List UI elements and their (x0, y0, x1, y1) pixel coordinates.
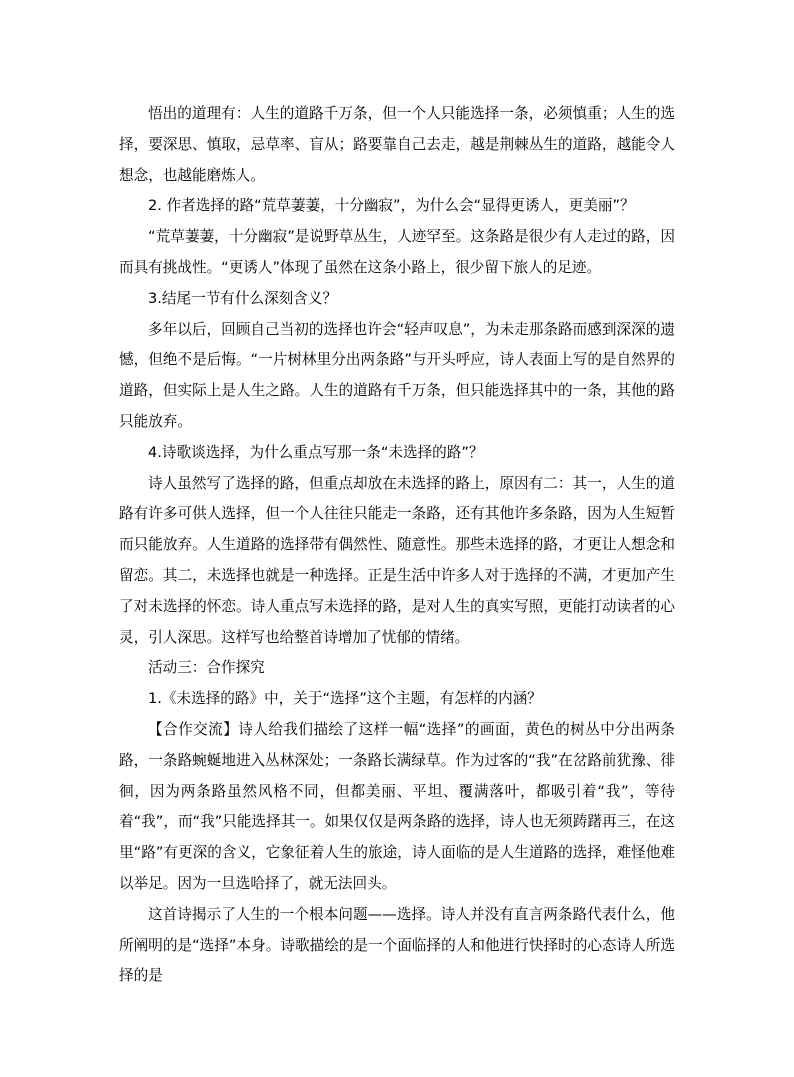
closing-paragraph: 这首诗揭示了人生的一个根本问题——选择。诗人并没有直言两条路代表什么，他所阐明的是“选择”本身。诗歌描绘的是一个面临择的人和他进行快择时的心态诗人所选择的是 (119, 905, 675, 985)
activity-question-1: 1.《未选择的路》中，关于“选择”这个主题，有怎样的内涵？ (148, 690, 542, 708)
answer-4: 诗人虽然写了选择的路，但重点却放在未选择的路上，原因有二：其一，人生的道路有许多可供人选择，但一个人往往只能走一条路，还有其他许多条路，因为人生短暂而只能放弃。人生道路的选择带有偶然性、随意性。那些未选择的路，才更让人想念和留恋。其二，未选择也就是一种选择。正是生活中许多人对于选择的不满，才更加产生了对未选择的怀恋。诗人重点写未选择的路，是对人生的真实写照，更能打动读者的心灵，引人深思。这样写也给整首诗增加了忧郁的情绪。 (119, 474, 675, 646)
question-4: 4.诗歌谈选择，为什么重点写那一条“未选择的路”？ (148, 443, 484, 461)
activity-three-heading: 活动三：合作探究 (148, 659, 265, 677)
question-3: 3.结尾一节有什么深刻含义？ (148, 289, 338, 307)
paragraph-lesson-conclusion: 悟出的道理有：人生的道路千万条，但一个人只能选择一条，必须慎重；人生的选择，要深思、慎取，忌草率、盲从；路要靠自己去走，越是荆棘丛生的道路，越能令人想念，也越能磨炼人。 (119, 105, 675, 184)
cooperation-discussion: 【合作交流】诗人给我们描绘了这样一幅“选择”的画面，黄色的树丛中分出两条路，一条路蜿蜒地进入丛林深处；一条路长满绿草。作为过客的“我”在岔路前犹豫、徘徊，因为两条路虽然风格不同，但都美丽、平坦、覆满落叶，都吸引着“我”，等待着“我”，而“我”只能选择其一。如果仅仅是两条路的选择，诗人也无须踌躇再三，在这里“路”有更深的含义，它象征着人生的旅途，诗人面临的是人生道路的选择，难怪他难以举足。因为一旦选哈择了，就无法回头。 (119, 720, 675, 892)
document-body (119, 99, 675, 992)
answer-3: 多年以后，回顾自己当初的选择也许会“轻声叹息”，为未走那条路而感到深深的遗憾，但绝不是后悔。“一片树林里分出两条路”与开头呼应，诗人表面上写的是自然界的道路，但实际上是人生之路。人生的道路有千万条，但只能选择其中的一条，其他的路只能放弃。 (119, 320, 675, 430)
answer-2: “荒草萋萋，十分幽寂”是说野草丛生，人迹罕至。这条路是很少有人走过的路，因而具有挑战性。“更诱人”体现了虽然在这条小路上，很少留下旅人的足迹。 (119, 228, 675, 276)
question-2: 2. 作者选择的路“荒草萋萋，十分幽寂”，为什么会“显得更诱人，更美丽”？ (148, 197, 635, 215)
